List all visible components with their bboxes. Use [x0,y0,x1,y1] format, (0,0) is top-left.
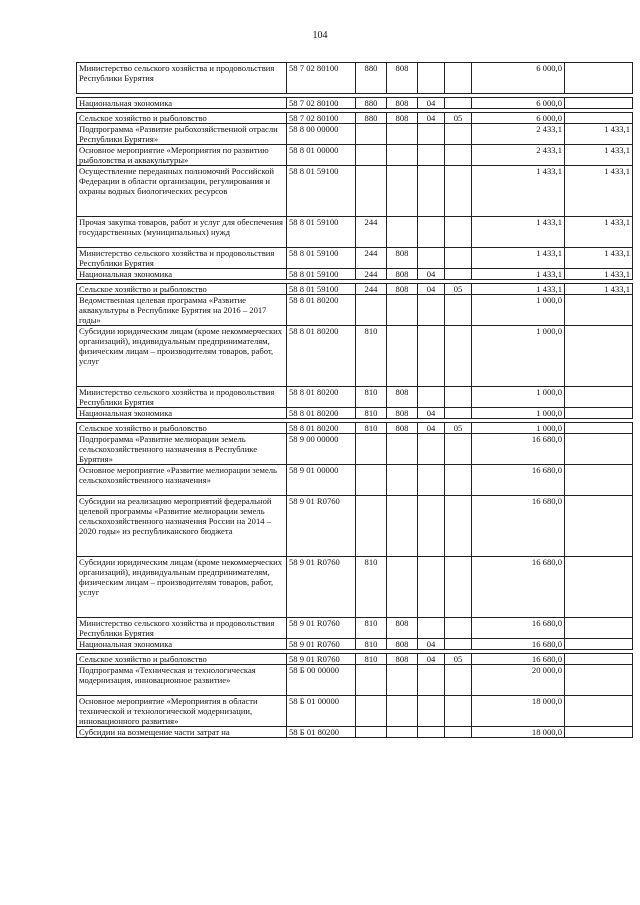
row-section [418,618,445,639]
row-code: 58 9 01 00000 [287,465,356,496]
row-code: 58 9 01 R0760 [287,496,356,557]
row-amount-federal: 1 433,1 [565,269,633,280]
row-ministry-code [387,696,418,727]
row-amount-federal [565,63,633,94]
row-section: 04 [418,98,445,109]
row-amount-federal [565,423,633,434]
table-row [77,284,633,295]
row-subsection [445,665,472,696]
row-code: 58 8 01 59100 [287,248,356,269]
row-amount-total: 16 680,0 [472,639,565,650]
row-ministry-code [387,145,418,166]
row-ministry-code [387,465,418,496]
row-amount-federal [565,434,633,465]
row-amount-federal [565,465,633,496]
row-amount-federal [565,387,633,408]
row-section [418,166,445,217]
row-amount-total: 20 000,0 [472,665,565,696]
row-expense-type [356,166,387,217]
row-section: 04 [418,423,445,434]
row-name: Министерство сельского хозяйства и продовольствия Республики Бурятия [77,387,287,408]
row-section [418,727,445,738]
table-row [77,145,633,166]
table-row [77,557,633,618]
row-amount-total: 1 433,1 [472,166,565,217]
row-section [418,465,445,496]
row-code: 58 8 01 59100 [287,269,356,280]
row-amount-federal: 1 433,1 [565,145,633,166]
row-ministry-code [387,557,418,618]
row-name: Министерство сельского хозяйства и продовольствия Республики Бурятия [77,63,287,94]
row-section [418,696,445,727]
table-row [77,166,633,217]
table-row [77,217,633,248]
row-ministry-code: 808 [387,113,418,124]
row-expense-type: 244 [356,248,387,269]
row-subsection: 05 [445,113,472,124]
row-ministry-code [387,665,418,696]
row-amount-total: 1 433,1 [472,284,565,295]
row-expense-type: 244 [356,284,387,295]
row-subsection: 05 [445,284,472,295]
table-row [77,408,633,419]
row-ministry-code: 808 [387,408,418,419]
row-code: 58 7 02 80100 [287,113,356,124]
row-expense-type: 810 [356,326,387,387]
table-row [77,434,633,465]
row-ministry-code [387,295,418,326]
row-amount-federal [565,696,633,727]
row-name: Национальная экономика [77,408,287,419]
table-row [77,295,633,326]
row-name: Субсидии юридическим лицам (кроме некоммерческих организаций), индивидуальным предпринимателям, физическим лицам – производителям товаров, работ, услуг [77,326,287,387]
row-amount-total: 6 000,0 [472,113,565,124]
row-subsection: 05 [445,423,472,434]
row-expense-type: 880 [356,98,387,109]
row-expense-type: 810 [356,408,387,419]
row-subsection [445,63,472,94]
page-number: 104 [312,30,328,41]
row-amount-federal [565,557,633,618]
row-amount-federal: 1 433,1 [565,248,633,269]
row-name: Сельское хозяйство и рыболовство [77,113,287,124]
table-row [77,113,633,124]
row-code: 58 7 02 80100 [287,63,356,94]
row-name: Сельское хозяйство и рыболовство [77,284,287,295]
row-amount-total: 18 000,0 [472,696,565,727]
table-row [77,696,633,727]
row-section: 04 [418,408,445,419]
row-ministry-code: 808 [387,639,418,650]
row-subsection [445,124,472,145]
row-amount-total: 1 433,1 [472,217,565,248]
row-expense-type [356,465,387,496]
row-expense-type: 810 [356,654,387,665]
row-name: Национальная экономика [77,269,287,280]
row-amount-total: 1 433,1 [472,269,565,280]
row-amount-federal [565,654,633,665]
table-row [77,465,633,496]
row-subsection [445,618,472,639]
row-amount-total: 1 000,0 [472,326,565,387]
row-amount-federal: 1 433,1 [565,217,633,248]
row-code: 58 8 01 00000 [287,145,356,166]
table-row [77,124,633,145]
row-amount-total: 16 680,0 [472,434,565,465]
row-expense-type: 244 [356,269,387,280]
row-subsection [445,98,472,109]
row-name: Подпрограмма «Развитие рыбохозяйственной отрасли Республики Бурятия» [77,124,287,145]
row-expense-type: 880 [356,63,387,94]
row-amount-total: 1 000,0 [472,387,565,408]
row-section [418,387,445,408]
row-code: 58 Б 00 00000 [287,665,356,696]
table-row [77,248,633,269]
row-amount-total: 1 000,0 [472,408,565,419]
row-amount-federal [565,408,633,419]
row-name: Министерство сельского хозяйства и продовольствия Республики Бурятия [77,618,287,639]
row-name: Министерство сельского хозяйства и продовольствия Республики Бурятия [77,248,287,269]
row-expense-type [356,496,387,557]
row-subsection [445,696,472,727]
row-code: 58 Б 01 80200 [287,727,356,738]
row-section: 04 [418,654,445,665]
row-name: Подпрограмма «Развитие мелиорации земель сельскохозяйственного назначения в Республике Бурятия» [77,434,287,465]
row-amount-total: 16 680,0 [472,465,565,496]
row-amount-total: 1 000,0 [472,423,565,434]
row-subsection: 05 [445,654,472,665]
row-amount-total: 1 000,0 [472,295,565,326]
row-amount-federal [565,113,633,124]
row-name: Национальная экономика [77,98,287,109]
row-name: Национальная экономика [77,639,287,650]
row-amount-federal [565,727,633,738]
row-name: Субсидии на реализацию мероприятий федеральной целевой программы «Развитие мелиорации земель сельскохозяйственного назначения России на 2014 – 2020 годы» из республиканского бюджета [77,496,287,557]
table-row [77,387,633,408]
row-expense-type: 810 [356,618,387,639]
row-ministry-code [387,326,418,387]
row-expense-type [356,665,387,696]
row-section [418,124,445,145]
row-code: 58 8 01 80200 [287,387,356,408]
table-row [77,654,633,665]
row-ministry-code: 808 [387,248,418,269]
row-section: 04 [418,639,445,650]
row-name: Подпрограмма «Техническая и технологическая модернизация, инновационное развитие» [77,665,287,696]
row-amount-federal: 1 433,1 [565,124,633,145]
row-section [418,63,445,94]
row-ministry-code [387,124,418,145]
row-ministry-code: 808 [387,284,418,295]
row-ministry-code [387,434,418,465]
row-subsection [445,295,472,326]
row-amount-total: 2 433,1 [472,145,565,166]
row-amount-federal [565,326,633,387]
row-name: Основное мероприятие «Мероприятия в области технической и технологической модернизации, инновационного развития» [77,696,287,727]
row-section [418,326,445,387]
row-subsection [445,269,472,280]
row-subsection [445,496,472,557]
row-amount-total: 6 000,0 [472,63,565,94]
row-expense-type [356,727,387,738]
row-section: 04 [418,284,445,295]
row-expense-type [356,124,387,145]
row-amount-total: 16 680,0 [472,557,565,618]
row-section [418,145,445,166]
row-expense-type: 810 [356,557,387,618]
row-name: Сельское хозяйство и рыболовство [77,423,287,434]
row-expense-type: 810 [356,387,387,408]
row-amount-total: 1 433,1 [472,248,565,269]
row-ministry-code: 808 [387,63,418,94]
row-subsection [445,639,472,650]
table-row [77,665,633,696]
row-section [418,557,445,618]
row-section [418,434,445,465]
table-row [77,326,633,387]
row-name: Основное мероприятие «Мероприятия по развитию рыболовства и аквакультуры» [77,145,287,166]
row-ministry-code [387,217,418,248]
row-amount-federal [565,618,633,639]
row-amount-total: 18 000,0 [472,727,565,738]
row-code: 58 8 00 00000 [287,124,356,145]
row-amount-federal [565,98,633,109]
row-code: 58 8 01 59100 [287,166,356,217]
row-subsection [445,166,472,217]
row-code: 58 9 01 R0760 [287,654,356,665]
row-name: Прочая закупка товаров, работ и услуг для обеспечения государственных (муниципальных) нужд [77,217,287,248]
table-row [77,496,633,557]
row-subsection [445,217,472,248]
table-row [77,727,633,738]
row-subsection [445,387,472,408]
budget-table-body [77,63,633,738]
row-name: Субсидии юридическим лицам (кроме некоммерческих организаций), индивидуальным предпринимателям, физическим лицам – производителям товаров, работ, услуг [77,557,287,618]
row-amount-federal [565,665,633,696]
row-code: 58 8 01 80200 [287,408,356,419]
row-expense-type: 810 [356,423,387,434]
row-amount-total: 16 680,0 [472,618,565,639]
row-code: 58 9 01 R0760 [287,639,356,650]
row-expense-type [356,145,387,166]
row-expense-type: 880 [356,113,387,124]
row-code: 58 8 01 80200 [287,423,356,434]
row-code: 58 8 01 59100 [287,217,356,248]
table-row [77,618,633,639]
table-row [77,639,633,650]
row-name: Ведомственная целевая программа «Развитие аквакультуры в Республике Бурятия на 2016 – 2017 годы» [77,295,287,326]
row-amount-federal [565,295,633,326]
row-subsection [445,727,472,738]
row-ministry-code: 808 [387,98,418,109]
row-subsection [445,408,472,419]
row-expense-type: 810 [356,639,387,650]
row-section: 04 [418,113,445,124]
row-amount-total: 2 433,1 [472,124,565,145]
row-amount-federal [565,639,633,650]
table-row [77,269,633,280]
row-name: Субсидии на возмещение части затрат на [77,727,287,738]
row-expense-type [356,434,387,465]
row-section [418,295,445,326]
row-ministry-code: 808 [387,654,418,665]
row-ministry-code: 808 [387,269,418,280]
row-section [418,248,445,269]
table-row [77,98,633,109]
row-expense-type [356,295,387,326]
row-code: 58 8 01 59100 [287,284,356,295]
row-code: 58 9 01 R0760 [287,557,356,618]
row-amount-federal: 1 433,1 [565,166,633,217]
row-amount-total: 16 680,0 [472,654,565,665]
row-code: 58 8 01 80200 [287,295,356,326]
row-ministry-code [387,496,418,557]
row-amount-federal: 1 433,1 [565,284,633,295]
row-expense-type: 244 [356,217,387,248]
row-ministry-code: 808 [387,618,418,639]
row-name: Сельское хозяйство и рыболовство [77,654,287,665]
row-ministry-code [387,727,418,738]
row-subsection [445,434,472,465]
row-ministry-code: 808 [387,387,418,408]
row-name: Основное мероприятие «Развитие мелиорации земель сельскохозяйственного назначения» [77,465,287,496]
row-code: 58 9 00 00000 [287,434,356,465]
row-subsection [445,465,472,496]
row-subsection [445,248,472,269]
row-name: Осуществление переданных полномочий Российской Федерации в области организации, регулирования и охраны водных биологических ресурсов [77,166,287,217]
row-amount-total: 16 680,0 [472,496,565,557]
row-code: 58 8 01 80200 [287,326,356,387]
row-subsection [445,557,472,618]
row-code: 58 9 01 R0760 [287,618,356,639]
row-section: 04 [418,269,445,280]
row-subsection [445,326,472,387]
row-section [418,496,445,557]
row-section [418,665,445,696]
table-row [77,63,633,94]
row-ministry-code: 808 [387,423,418,434]
budget-table [76,62,633,738]
row-section [418,217,445,248]
row-subsection [445,145,472,166]
row-amount-federal [565,496,633,557]
row-amount-total: 6 000,0 [472,98,565,109]
row-expense-type [356,696,387,727]
row-code: 58 Б 01 00000 [287,696,356,727]
row-ministry-code [387,166,418,217]
row-code: 58 7 02 80100 [287,98,356,109]
table-row [77,423,633,434]
